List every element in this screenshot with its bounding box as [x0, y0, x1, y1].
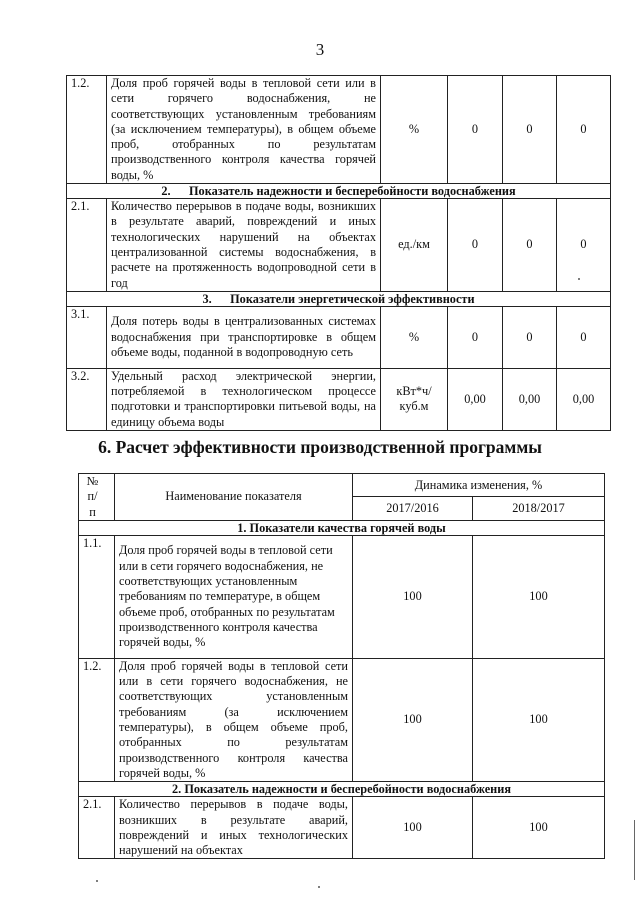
table-row: [67, 368, 611, 430]
row-value: 0: [448, 76, 503, 184]
indicators-table: [66, 75, 611, 431]
header-dynamics: Динамика изменения, %: [353, 474, 605, 497]
section-heading: 6. Расчет эффективности производственной программы: [98, 437, 542, 457]
row-number: 1.2.: [67, 76, 107, 184]
row-description: Удельный расход электрической энергии, потребляемой в технологическом процессе подготовки и транспортировки питьевой воды, на единицу объема воды: [107, 368, 381, 430]
header-period: 2018/2017: [473, 497, 605, 520]
section-header-row: [67, 184, 611, 199]
table-row: [67, 199, 611, 292]
section-header-row: [67, 291, 611, 306]
row-description: Доля проб горячей воды в тепловой сети или в сети горячего водоснабжения, не соответствующих установленным требованиям (за исключением температуры), в общем объеме проб, отобранных по результатам производственного контроля качества горячей воды, %: [107, 76, 381, 184]
row-value: 0: [448, 199, 503, 292]
scan-edge-mark: [634, 820, 635, 880]
row-value: 100: [353, 658, 473, 781]
row-number: 3.2.: [67, 368, 107, 430]
row-description: Доля проб горячей воды в тепловой сети или в сети горячего водоснабжения, не соответствующих установленным требованиям (за исключением температуры), в общем объеме проб, отобранных по результатам производственного контроля качества горячей воды, %: [115, 658, 353, 781]
row-number: 1.2.: [79, 658, 115, 781]
row-value: 0,00: [448, 368, 503, 430]
page-number: 3: [315, 40, 325, 59]
table-row: [67, 76, 611, 184]
row-number: 2.1.: [67, 199, 107, 292]
row-description: Количество перерывов в подаче воды, возникших в результате аварий, повреждений и иных технологических нарушений на объектах централизованной системы водоснабжения, в расчете на протяженность водопроводной сети в год: [107, 199, 381, 292]
row-value: 0: [557, 199, 611, 292]
section-title: 3. Показатели энергетической эффективности: [67, 291, 611, 306]
section-title: 2. Показатель надежности и бесперебойности водоснабжения: [79, 782, 605, 797]
row-value: 0: [503, 306, 557, 368]
row-value: 0,00: [557, 368, 611, 430]
table-row: [79, 658, 605, 781]
table-row: [67, 306, 611, 368]
header-name: Наименование показателя: [115, 474, 353, 521]
row-value: 0,00: [503, 368, 557, 430]
row-description: Доля потерь воды в централизованных системах водоснабжения при транспортировке в общем объеме воды, поданной в водопроводную сеть: [107, 306, 381, 368]
row-value: 100: [353, 797, 473, 859]
section-header-row: [79, 520, 605, 535]
row-description: Доля проб горячей воды в тепловой сети или в сети горячего водоснабжения, не соответствующих установленным требованиям по температуре, в общем объеме проб, отобранных по результатам производственного контроля качества горячей воды, %: [115, 535, 353, 658]
row-value: 100: [473, 658, 605, 781]
header-period: 2017/2016: [353, 497, 473, 520]
header-number: № п/п: [79, 474, 115, 521]
scan-speck: [318, 886, 320, 888]
section-header-row: [79, 782, 605, 797]
section-title: 1. Показатели качества горячей воды: [79, 520, 605, 535]
row-number: 2.1.: [79, 797, 115, 859]
efficiency-table: [78, 473, 605, 859]
row-value: 100: [473, 797, 605, 859]
row-unit: %: [381, 306, 448, 368]
row-value: 100: [353, 535, 473, 658]
row-unit: ед./км: [381, 199, 448, 292]
row-number: 3.1.: [67, 306, 107, 368]
row-value: 0: [557, 306, 611, 368]
table-row: [79, 797, 605, 859]
scan-speck: [96, 880, 98, 882]
row-value: 100: [473, 535, 605, 658]
row-unit: %: [381, 76, 448, 184]
row-value: 0: [448, 306, 503, 368]
row-number: 1.1.: [79, 535, 115, 658]
table-row: [79, 535, 605, 658]
table-header-row: [79, 474, 605, 497]
row-description: Количество перерывов в подаче воды, возникших в результате аварий, повреждений и иных технологических нарушений на объектах: [115, 797, 353, 859]
row-value: 0: [557, 76, 611, 184]
scan-speck: [578, 278, 580, 280]
row-value: 0: [503, 76, 557, 184]
row-unit: кВт*ч/ куб.м: [381, 368, 448, 430]
section-title: 2. Показатель надежности и бесперебойности водоснабжения: [67, 184, 611, 199]
row-value: 0: [503, 199, 557, 292]
